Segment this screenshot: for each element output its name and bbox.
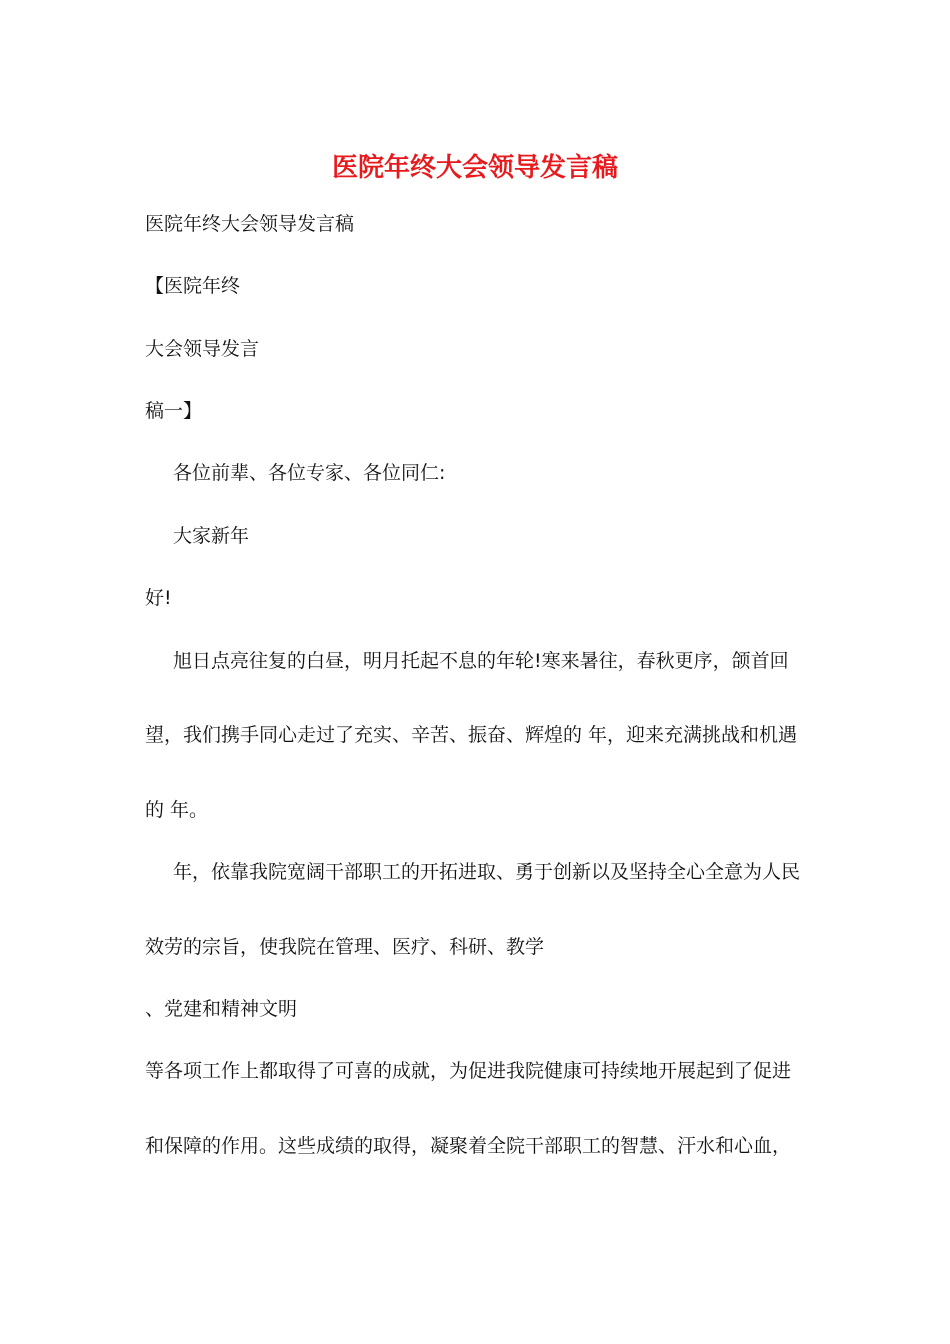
heading-line-1: 【医院年终 [145,275,241,297]
paragraph-line: 的 年。 [145,799,209,821]
document-title: 医院年终大会领导发言稿 [331,153,618,183]
heading-line-2: 大会领导发言 [145,338,260,360]
heading-line-3: 稿一】 [145,400,203,422]
paragraph-line: 望，我们携手同心走过了充实、辛苦、振奋、辉煌的 年，迎来充满挑战和机遇 [145,724,798,746]
salutation-line: 各位前辈、各位专家、各位同仁: [173,462,446,484]
paragraph-line: 和保障的作用。这些成绩的取得，凝聚着全院干部职工的智慧、汗水和心血， [145,1135,792,1157]
paragraph-line: 旭日点亮往复的白昼，明月托起不息的年轮!寒来暑往，春秋更序，颌首回 [173,650,789,672]
paragraph-line: 等各项工作上都取得了可喜的成就，为促进我院健康可持续地开展起到了促进 [145,1060,792,1082]
subtitle-line: 医院年终大会领导发言稿 [145,213,355,235]
paragraph-line: 效劳的宗旨，使我院在管理、医疗、科研、教学 [145,936,545,958]
paragraph-line: 年，依靠我院宽阔干部职工的开拓进取、勇于创新以及坚持全心全意为人民 [173,861,801,883]
paragraph-line: 、党建和精神文明 [145,998,298,1020]
greeting-line-2: 好! [145,587,172,609]
greeting-line-1: 大家新年 [173,525,250,547]
